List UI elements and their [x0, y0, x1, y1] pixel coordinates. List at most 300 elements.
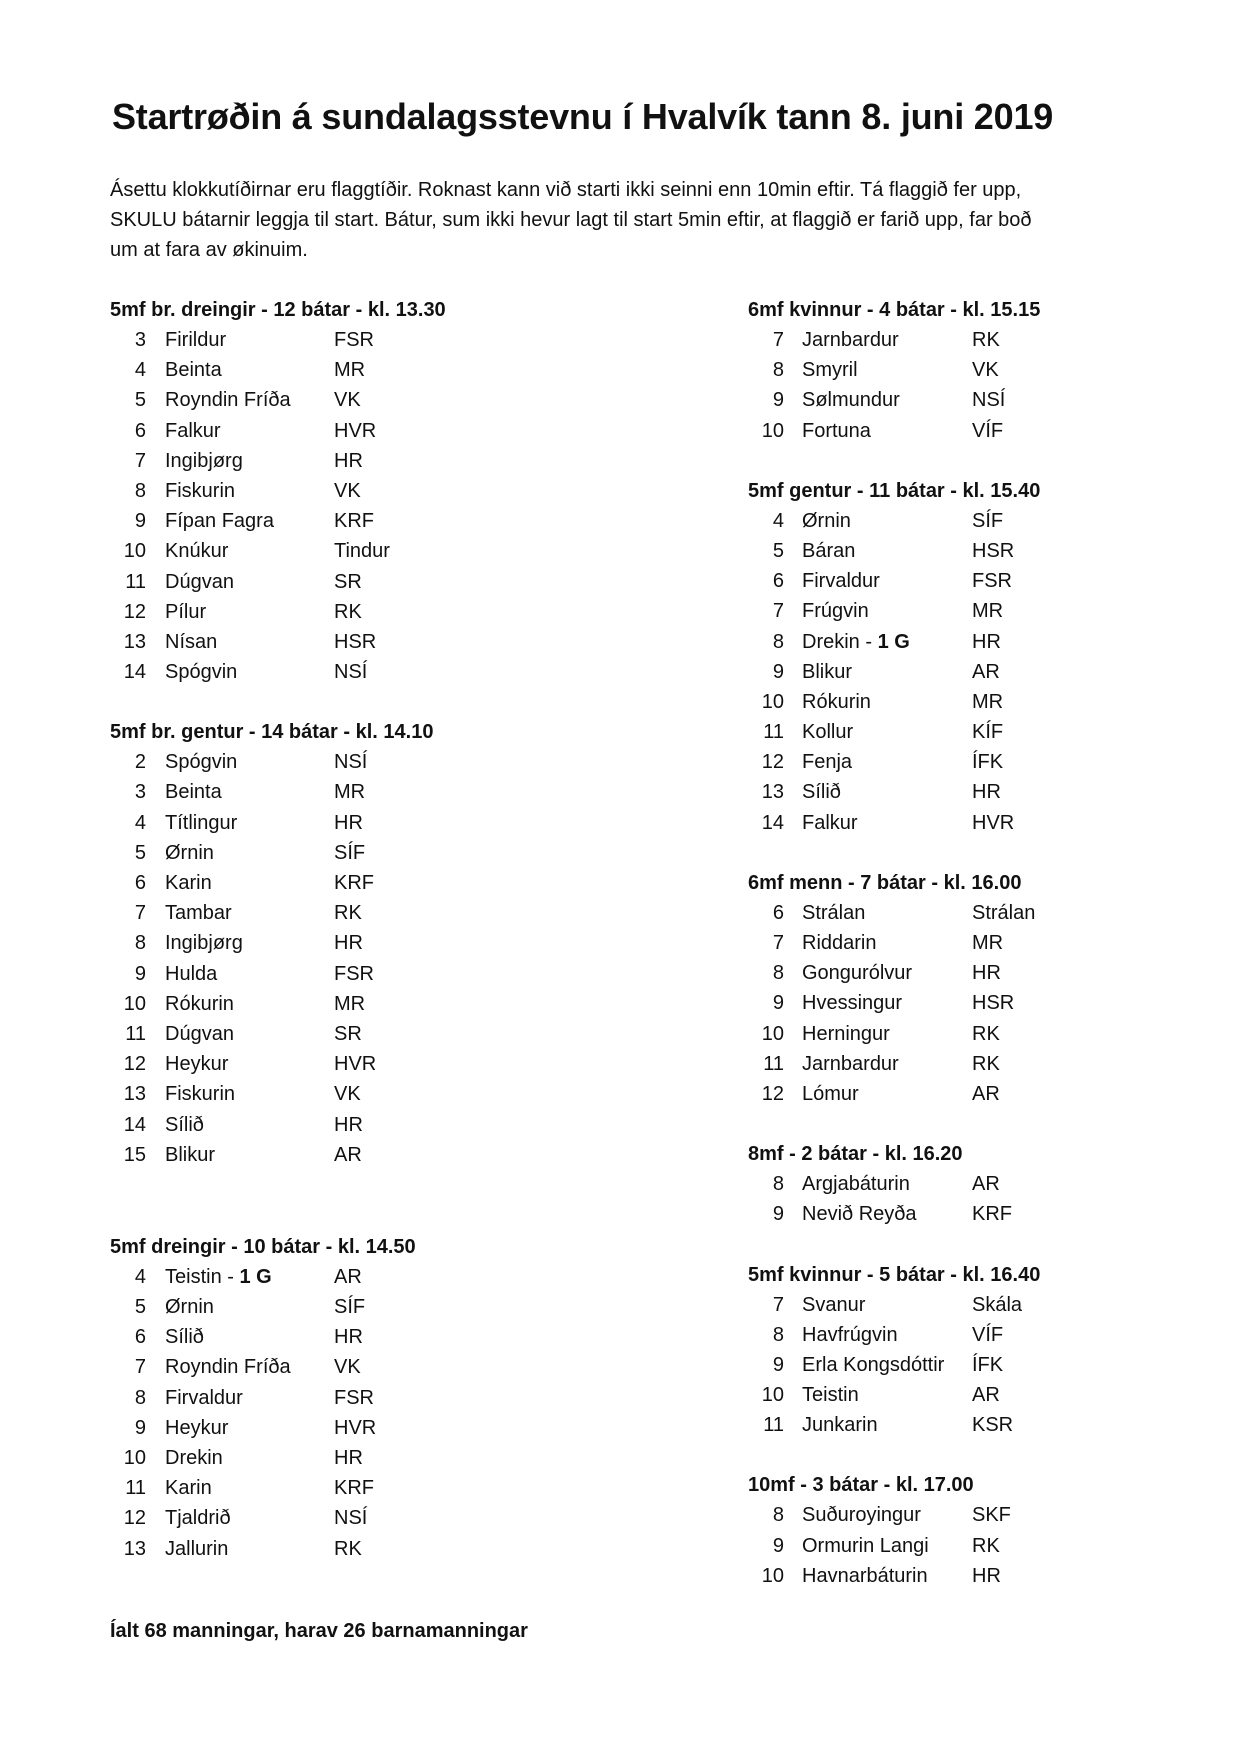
club-code: Skála	[972, 1293, 1023, 1316]
club-code: SÍF	[972, 509, 1004, 532]
start-number: 8	[772, 1173, 784, 1196]
club-code: FSR	[972, 570, 1012, 593]
section-spacer	[748, 838, 1208, 868]
boat-name: Firildur	[165, 329, 227, 351]
club-code: SR	[334, 1022, 362, 1045]
boat-row	[748, 808, 1208, 838]
boat-name-cell	[802, 1079, 859, 1109]
boat-row	[748, 958, 1208, 988]
boat-name: Svanur	[802, 1293, 866, 1316]
boat-name-cell	[802, 385, 900, 415]
boat-name: Fiskurin	[165, 1083, 236, 1106]
start-number: 9	[134, 962, 146, 985]
club-code: FSR	[334, 1386, 374, 1409]
boat-name-cell	[165, 385, 291, 415]
boat-name-cell	[165, 355, 222, 385]
start-number: 10	[761, 1384, 784, 1407]
club-code: Tindur	[334, 540, 390, 563]
boat-name: Sølmundur	[802, 389, 900, 412]
club-code: RK	[972, 1022, 1000, 1045]
club-code: VÍF	[972, 419, 1004, 442]
club-code: MR	[334, 781, 366, 804]
left-column	[110, 295, 670, 1564]
boat-row	[110, 777, 670, 807]
start-number: 12	[761, 751, 784, 774]
start-number: 13	[123, 630, 146, 653]
start-number: 12	[123, 1053, 146, 1076]
boat-name: Smyril	[802, 359, 858, 382]
start-number: 10	[761, 690, 784, 713]
boat-row	[110, 838, 670, 868]
boat-row	[748, 1169, 1208, 1199]
start-number: 10	[123, 992, 146, 1015]
race-heading: 5mf kvinnur - 5 bátar - kl. 16.40	[748, 1263, 1041, 1286]
boat-row	[748, 1380, 1208, 1410]
boat-name-cell	[802, 506, 851, 536]
boat-name-cell	[165, 1292, 214, 1322]
club-code: VK	[334, 479, 361, 502]
club-code: HR	[334, 1326, 363, 1349]
boat-name-cell	[802, 1350, 944, 1380]
start-number: 7	[772, 600, 784, 623]
start-number: 6	[134, 419, 146, 442]
boat-row	[748, 928, 1208, 958]
boat-row	[110, 747, 670, 777]
boat-name: Fípan Fagra	[165, 510, 274, 533]
club-code: HR	[334, 449, 363, 472]
page-title: Startrøðin á sundalagsstevnu í Hvalvík tann 8. juni 2019	[112, 96, 1054, 137]
club-code: ÍFK	[972, 751, 1004, 774]
start-number: 8	[772, 1504, 784, 1527]
boat-name: Erla Kongsdóttir	[802, 1353, 945, 1376]
boat-row	[110, 1534, 670, 1564]
boat-tag: 1 G	[239, 1265, 272, 1288]
start-number: 6	[134, 872, 146, 894]
boat-name-cell	[165, 868, 212, 898]
race-heading: 8mf - 2 bátar - kl. 16.20	[748, 1143, 963, 1166]
start-number: 11	[763, 1414, 784, 1437]
boat-name-cell	[165, 567, 234, 597]
club-code: HSR	[334, 630, 377, 653]
boat-name-cell	[165, 777, 222, 807]
start-number: 11	[125, 1477, 146, 1500]
boat-row	[748, 687, 1208, 717]
start-number: 8	[772, 359, 784, 382]
race-section	[110, 295, 670, 687]
club-code: KÍF	[972, 721, 1004, 744]
boat-row	[110, 506, 670, 536]
boat-name-cell	[165, 1352, 291, 1382]
right-column	[748, 295, 1208, 1591]
boat-row	[110, 1322, 670, 1352]
boat-name: Kollur	[802, 721, 854, 744]
club-code: SR	[334, 570, 362, 593]
start-number: 7	[772, 1293, 784, 1316]
boat-row	[110, 1140, 670, 1170]
start-number: 3	[134, 329, 146, 351]
boat-name: Heykur	[165, 1053, 229, 1076]
boat-name: Jarnbardur	[802, 1052, 899, 1075]
club-code: VK	[972, 359, 999, 382]
race-heading: 10mf - 3 bátar - kl. 17.00	[748, 1474, 974, 1497]
boat-name-cell	[165, 1079, 235, 1109]
club-code: RK	[972, 1052, 1000, 1075]
boat-name: Beinta	[165, 359, 222, 382]
start-number: 7	[772, 932, 784, 954]
boat-name: Jarnbardur	[802, 329, 899, 351]
club-code: SÍF	[334, 1296, 366, 1319]
boat-name-cell	[802, 1199, 917, 1229]
race-section	[748, 295, 1208, 446]
club-code: NSÍ	[334, 1507, 368, 1530]
boat-name-cell	[802, 627, 910, 657]
start-number: 8	[772, 630, 784, 653]
start-number: 12	[123, 600, 146, 623]
boat-name: Ørnin	[165, 841, 214, 864]
boat-row	[110, 536, 670, 566]
club-code: AR	[334, 1265, 362, 1288]
boat-row	[748, 717, 1208, 747]
boat-name: Sílið	[165, 1113, 204, 1136]
start-number: 7	[772, 329, 784, 351]
section-spacer	[748, 446, 1208, 476]
start-number: 8	[134, 479, 146, 502]
boat-name: Teistin	[802, 1384, 859, 1407]
club-code: MR	[972, 690, 1004, 713]
start-number: 10	[123, 540, 146, 563]
boat-name-cell	[165, 597, 206, 627]
boat-name-cell	[165, 657, 237, 687]
start-number: 8	[134, 932, 146, 955]
boat-row	[110, 416, 670, 446]
boat-name: Drekin -	[802, 630, 878, 653]
start-number: 10	[761, 419, 784, 442]
start-number: 9	[772, 1534, 784, 1557]
boat-name-cell	[802, 747, 852, 777]
boat-name: Nísan	[165, 630, 218, 653]
total-summary: Íalt 68 manningar, harav 26 barnamanningar	[110, 1620, 528, 1642]
boat-name: Royndin Fríða	[165, 389, 291, 412]
club-code: FSR	[334, 962, 374, 985]
boat-name: Riddarin	[802, 932, 877, 954]
start-number: 10	[761, 1022, 784, 1045]
start-number: 6	[134, 1326, 146, 1349]
race-heading: 6mf kvinnur - 4 bátar - kl. 15.15	[748, 299, 1041, 321]
boat-name: Ormurin Langi	[802, 1534, 929, 1557]
start-number: 4	[134, 359, 146, 382]
boat-name: Rókurin	[802, 690, 871, 713]
start-number: 8	[772, 962, 784, 985]
boat-name-cell	[802, 325, 899, 355]
start-number: 15	[123, 1143, 146, 1166]
boat-row	[748, 385, 1208, 415]
club-code: RK	[972, 1534, 1000, 1557]
boat-name-cell	[165, 1473, 212, 1503]
boat-row	[748, 355, 1208, 385]
start-number: 6	[772, 901, 784, 924]
boat-name: Ørnin	[802, 509, 851, 532]
boat-name-cell	[802, 898, 865, 928]
boat-name: Hulda	[165, 962, 218, 985]
boat-name-cell	[802, 687, 871, 717]
start-number: 3	[134, 781, 146, 804]
boat-name-cell	[165, 1503, 231, 1533]
start-number: 11	[763, 1052, 784, 1075]
boat-name: Tambar	[165, 902, 232, 925]
boat-name-cell	[165, 1322, 204, 1352]
section-spacer	[748, 1109, 1208, 1139]
club-code: VK	[334, 389, 361, 412]
boat-row	[110, 355, 670, 385]
boat-name: Fortuna	[802, 419, 871, 442]
boat-row	[110, 446, 670, 476]
club-code: MR	[972, 932, 1004, 954]
club-code: ÍFK	[972, 1353, 1004, 1376]
section-spacer	[110, 687, 670, 717]
boat-name: Karin	[165, 872, 212, 894]
boat-name: Fiskurin	[165, 479, 236, 502]
boat-name-cell	[802, 717, 853, 747]
boat-name-cell	[802, 1380, 859, 1410]
boat-row	[748, 777, 1208, 807]
start-number: 6	[772, 570, 784, 593]
boat-name: Royndin Fríða	[165, 1356, 291, 1379]
boat-row	[748, 1049, 1208, 1079]
start-number: 5	[134, 1296, 146, 1319]
race-section	[110, 1232, 670, 1564]
race-heading: 5mf br. dreingir - 12 bátar - kl. 13.30	[110, 299, 446, 321]
club-code: AR	[334, 1143, 362, 1166]
boat-row	[110, 1503, 670, 1533]
boat-name-cell	[165, 325, 226, 355]
boat-name-cell	[165, 446, 243, 476]
boat-name: Tjaldrið	[165, 1507, 231, 1530]
boat-row	[748, 747, 1208, 777]
club-code: SKF	[972, 1504, 1011, 1527]
boat-name: Lómur	[802, 1082, 859, 1105]
boat-row	[110, 928, 670, 958]
boat-name: Títlingur	[165, 811, 238, 834]
boat-row	[110, 385, 670, 415]
boat-name: Báran	[802, 539, 856, 562]
race-heading: 5mf gentur - 11 bátar - kl. 15.40	[748, 479, 1041, 502]
boat-name: Frúgvin	[802, 600, 869, 623]
start-number: 11	[125, 1022, 146, 1045]
race-section	[110, 717, 670, 1170]
boat-name-cell	[802, 416, 871, 446]
boat-row	[748, 536, 1208, 566]
boat-row	[110, 1049, 670, 1079]
boat-row	[110, 1262, 670, 1292]
start-number: 5	[134, 389, 146, 412]
start-number: 9	[134, 510, 146, 533]
club-code: HVR	[334, 419, 377, 442]
club-code: Strálan	[972, 901, 1036, 924]
club-code: KSR	[972, 1414, 1014, 1437]
boat-name-cell	[802, 1500, 921, 1530]
boat-row	[748, 1079, 1208, 1109]
start-number: 9	[134, 1416, 146, 1439]
club-code: NSÍ	[334, 661, 368, 684]
club-code: AR	[972, 1173, 1000, 1196]
race-section	[748, 476, 1208, 838]
boat-name-cell	[802, 1531, 929, 1561]
boat-name-cell	[165, 1140, 215, 1170]
club-code: HR	[334, 1447, 363, 1469]
boat-name-cell	[802, 566, 880, 596]
race-heading: 5mf dreingir - 10 bátar - kl. 14.50	[110, 1235, 416, 1258]
boat-name: Firvaldur	[802, 570, 880, 593]
club-code: AR	[972, 1082, 1000, 1105]
boat-row	[110, 1352, 670, 1382]
boat-name-cell	[165, 416, 221, 446]
boat-row	[110, 959, 670, 989]
boat-name: Herningur	[802, 1022, 890, 1045]
boat-row	[110, 1110, 670, 1140]
start-number: 14	[761, 811, 784, 834]
boat-name-cell	[165, 898, 232, 928]
boat-row	[110, 1079, 670, 1109]
section-spacer	[748, 1230, 1208, 1260]
boat-name: Jallurin	[165, 1537, 229, 1560]
boat-row	[748, 1199, 1208, 1229]
boat-name-cell	[802, 1320, 898, 1350]
boat-row	[748, 1320, 1208, 1350]
club-code: MR	[972, 600, 1004, 623]
boat-name: Heykur	[165, 1416, 229, 1439]
boat-row	[748, 1350, 1208, 1380]
boat-row	[748, 1019, 1208, 1049]
club-code: KRF	[334, 872, 374, 894]
boat-name-cell	[165, 627, 217, 657]
boat-name: Sílið	[802, 781, 841, 804]
boat-name-cell	[165, 536, 228, 566]
boat-name-cell	[165, 1110, 204, 1140]
boat-row	[748, 627, 1208, 657]
boat-name: Falkur	[165, 419, 221, 442]
boat-name: Teistin -	[165, 1265, 240, 1288]
boat-name: Argjabáturin	[802, 1173, 910, 1196]
boat-name: Ingibjørg	[165, 932, 243, 955]
club-code: VK	[334, 1083, 361, 1106]
start-number: 12	[761, 1082, 784, 1105]
club-code: AR	[972, 1384, 1000, 1407]
boat-name: Blikur	[802, 660, 853, 683]
boat-name-cell	[802, 1290, 865, 1320]
boat-name: Ørnin	[165, 1296, 214, 1319]
race-section	[748, 868, 1208, 1109]
boat-row	[110, 868, 670, 898]
start-number: 7	[134, 1356, 146, 1379]
club-code: HVR	[334, 1053, 377, 1076]
boat-name-cell	[165, 476, 235, 506]
boat-name: Suðuroyingur	[802, 1504, 921, 1527]
boat-name-cell	[802, 1169, 910, 1199]
club-code: KRF	[334, 510, 374, 533]
boat-name-cell	[165, 1262, 272, 1292]
boat-name-cell	[802, 1410, 878, 1440]
boat-name: Ingibjørg	[165, 449, 243, 472]
club-code: HVR	[334, 1416, 377, 1439]
club-code: MR	[334, 359, 366, 382]
boat-name-cell	[802, 536, 855, 566]
boat-name-cell	[165, 808, 237, 838]
club-code: NSÍ	[334, 751, 368, 774]
club-code: HR	[334, 1113, 363, 1136]
start-number: 14	[123, 1113, 146, 1136]
club-code: HSR	[972, 539, 1015, 562]
boat-name-cell	[802, 928, 876, 958]
boat-name: Fenja	[802, 751, 853, 774]
start-number: 14	[123, 661, 146, 684]
start-number: 4	[134, 811, 146, 834]
boat-name-cell	[165, 1534, 228, 1564]
start-number: 11	[763, 721, 784, 744]
boat-name-cell	[165, 1019, 234, 1049]
start-number: 8	[772, 1323, 784, 1346]
boat-row	[748, 1290, 1208, 1320]
club-code: RK	[334, 1537, 362, 1560]
club-code: SÍF	[334, 841, 366, 864]
boat-name-cell	[802, 657, 852, 687]
boat-row	[748, 1531, 1208, 1561]
boat-name-cell	[802, 1561, 928, 1591]
race-section	[748, 1139, 1208, 1229]
boat-name: Sílið	[165, 1326, 204, 1349]
section-spacer	[110, 1170, 670, 1232]
boat-row	[110, 1443, 670, 1473]
club-code: FSR	[334, 329, 374, 351]
boat-row	[748, 988, 1208, 1018]
boat-name: Karin	[165, 1477, 212, 1500]
club-code: HR	[972, 1564, 1001, 1587]
boat-name: Gongurólvur	[802, 962, 913, 985]
section-spacer	[748, 1440, 1208, 1470]
boat-row	[110, 657, 670, 687]
boat-row	[110, 898, 670, 928]
boat-name-cell	[165, 506, 274, 536]
boat-name-cell	[802, 808, 858, 838]
boat-name: Spógvin	[165, 661, 238, 684]
boat-name-cell	[165, 747, 237, 777]
boat-row	[748, 1561, 1208, 1591]
boat-row	[110, 1413, 670, 1443]
boat-name-cell	[802, 596, 869, 626]
boat-name-cell	[165, 989, 234, 1019]
start-number: 9	[772, 660, 784, 683]
start-number: 13	[123, 1537, 146, 1560]
boat-row	[110, 1473, 670, 1503]
boat-name: Pílur	[165, 600, 207, 623]
boat-name-cell	[802, 1019, 890, 1049]
start-number: 9	[772, 1203, 784, 1226]
start-number: 9	[772, 1353, 784, 1376]
boat-name-cell	[165, 838, 214, 868]
boat-row	[748, 1500, 1208, 1530]
boat-name-cell	[802, 355, 858, 385]
club-code: NSÍ	[972, 389, 1006, 412]
start-number: 10	[123, 1447, 146, 1469]
boat-row	[110, 1383, 670, 1413]
boat-name: Firvaldur	[165, 1386, 243, 1409]
boat-row	[748, 416, 1208, 446]
club-code: HSR	[972, 992, 1015, 1015]
boat-row	[748, 596, 1208, 626]
club-code: KRF	[334, 1477, 374, 1500]
boat-name: Havfrúgvin	[802, 1323, 898, 1346]
race-section	[748, 1260, 1208, 1441]
boat-name: Drekin	[165, 1447, 223, 1469]
